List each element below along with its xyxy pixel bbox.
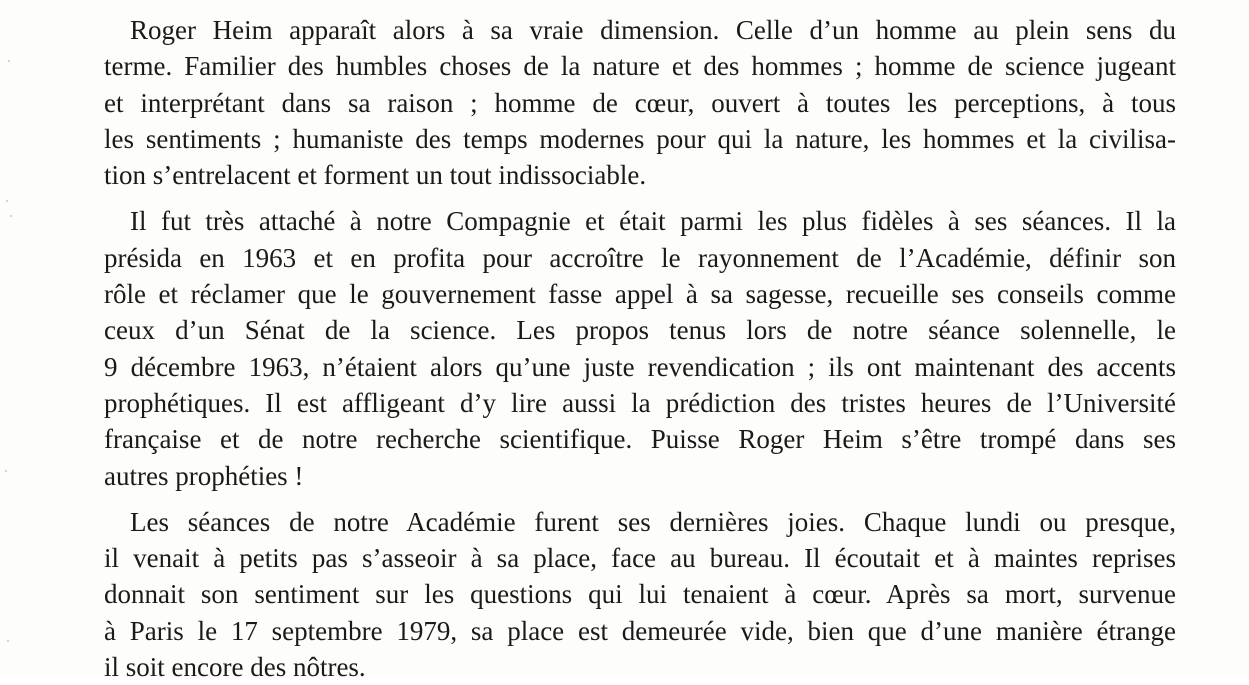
scan-speck bbox=[5, 470, 7, 472]
text-line: 9 décembre 1963, n’étaient alors qu’une juste revendication ; ils ont maintenant des accents bbox=[104, 351, 1176, 382]
scan-speck bbox=[10, 215, 12, 217]
paragraph-2 bbox=[104, 203, 1176, 493]
text-line: autres prophéties ! bbox=[104, 460, 304, 491]
text-line: française et de notre recherche scientifique. Puisse Roger Heim s’être trompé dans ses bbox=[104, 424, 1176, 455]
text-line: à Paris le 17 septembre 1979, sa place est demeurée vide, bien que d’une manière étrange bbox=[104, 615, 1176, 646]
text-line: les sentiments ; humaniste des temps modernes pour qui la nature, les hommes et la civilisa- bbox=[104, 123, 1176, 154]
paragraph-1 bbox=[104, 12, 1176, 193]
text-line: Il fut très attaché à notre Compagnie et était parmi les plus fidèles à ses séances. Il la bbox=[130, 206, 1176, 237]
text-line: prophétiques. Il est affligeant d’y lire aussi la prédiction des tristes heures de l’Université bbox=[104, 387, 1176, 418]
text-line: il venait à petits pas s’asseoir à sa place, face au bureau. Il écoutait et à maintes reprises bbox=[104, 543, 1176, 574]
scan-speck bbox=[7, 640, 9, 642]
scan-speck bbox=[6, 200, 8, 202]
scan-speck bbox=[8, 60, 10, 62]
paragraph-3 bbox=[104, 504, 1176, 685]
text-line: rôle et réclamer que le gouvernement fasse appel à sa sagesse, recueille ses conseils comme bbox=[104, 279, 1176, 310]
text-line: et interprétant dans sa raison ; homme de cœur, ouvert à toutes les perceptions, à tous bbox=[104, 87, 1176, 118]
text-line: ceux d’un Sénat de la science. Les propos tenus lors de notre séance solennelle, le bbox=[104, 315, 1176, 346]
text-line: Les séances de notre Académie furent ses dernières joies. Chaque lundi ou presque, bbox=[130, 506, 1176, 537]
text-line: donnait son sentiment sur les questions qui lui tenaient à cœur. Après sa mort, survenue bbox=[104, 579, 1176, 610]
text-line: il soit encore des nôtres. bbox=[104, 652, 366, 683]
text-line: terme. Familier des humbles choses de la nature et des hommes ; homme de science jugeant bbox=[104, 51, 1176, 82]
text-line: Roger Heim apparaît alors à sa vraie dimension. Celle d’un homme au plein sens du bbox=[130, 15, 1176, 45]
text-line: tion s’entrelacent et forment un tout indissociable. bbox=[104, 160, 647, 191]
body-text bbox=[104, 12, 1176, 685]
text-line: présida en 1963 et en profita pour accroître le rayonnement de l’Académie, définir son bbox=[104, 242, 1176, 273]
